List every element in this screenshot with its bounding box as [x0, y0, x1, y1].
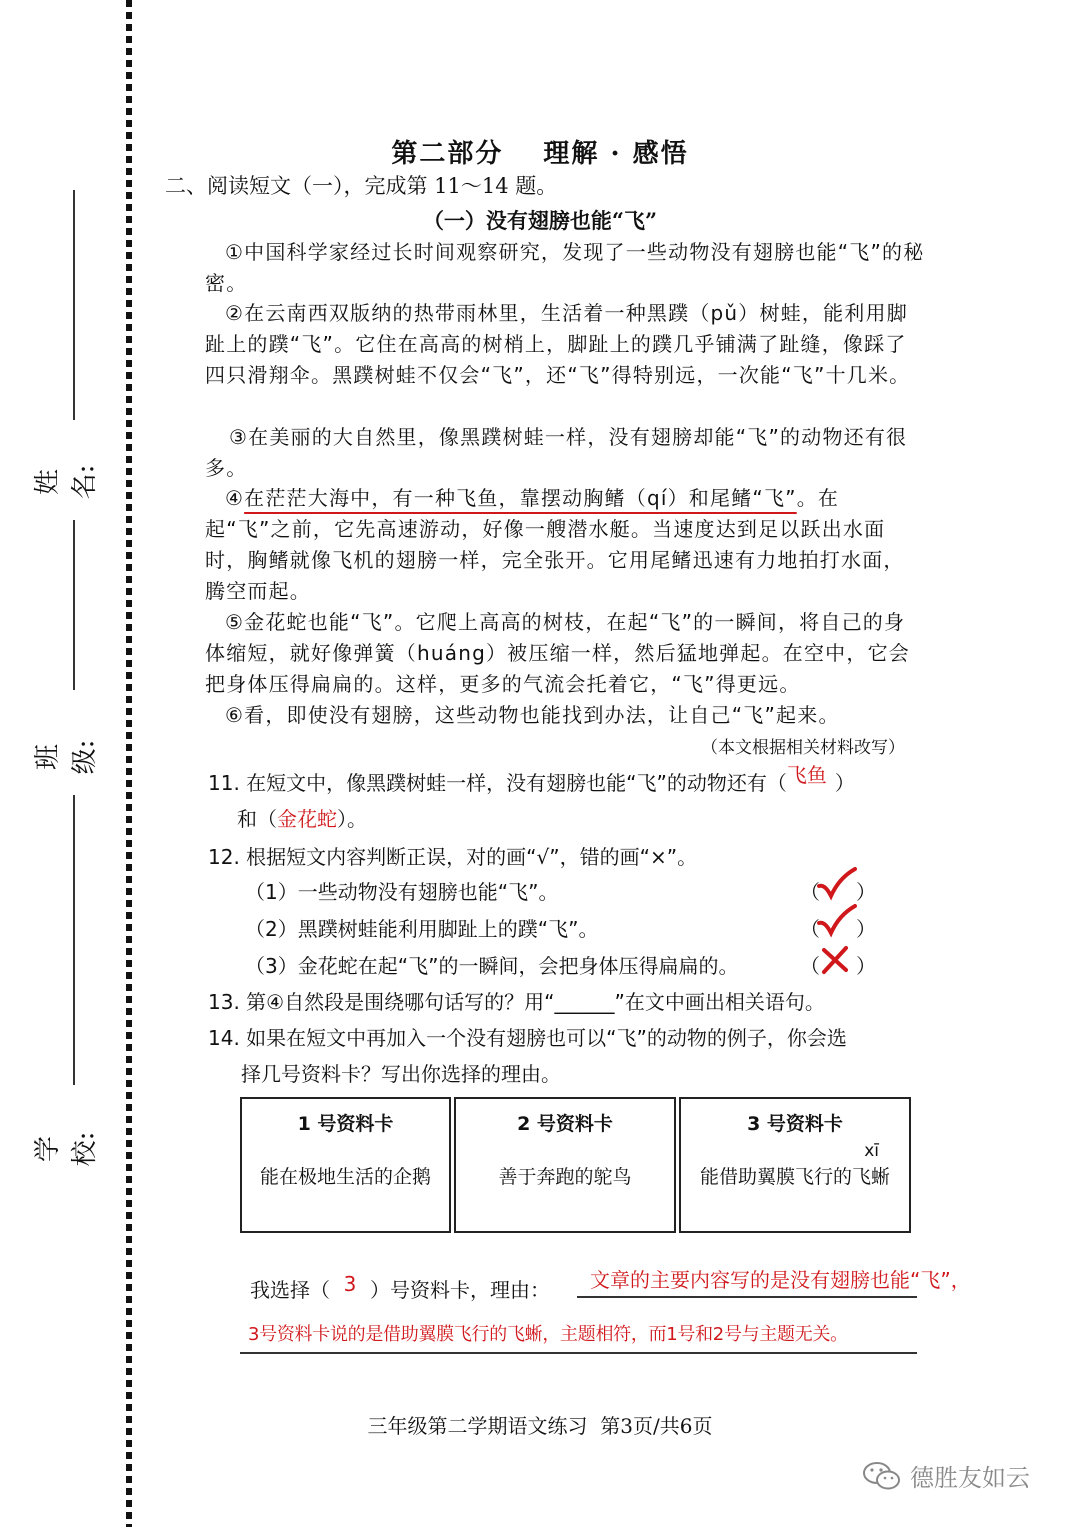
class-blank-line: [73, 520, 75, 690]
check-mark-icon: [815, 903, 859, 939]
info-card-1: [240, 1097, 451, 1233]
part-title-b: 理解 · 感悟: [543, 139, 689, 169]
article-source: （本文根据相关材料改写）: [701, 738, 905, 758]
school-label: 学校:: [33, 1131, 100, 1167]
paren-open: （: [800, 880, 820, 904]
q11-answer1: 飞鱼: [786, 763, 827, 787]
part-title-a: 第二部分: [391, 139, 504, 169]
card-title: 3 号资料卡: [747, 1113, 843, 1135]
q12-item-2: [245, 913, 598, 942]
cross-mark-icon: [818, 944, 852, 976]
name-label: 姓名:: [33, 464, 100, 500]
check-mark-icon: [815, 866, 859, 902]
q11-line2: [237, 803, 367, 832]
p4-number: ④: [225, 486, 245, 510]
p4-rest: 。在起“飞”之前，它先高速游动，好像一艘潜水艇。当速度达到足以跃出水面时，胸鳍就像飞机的翅膀一样，完全张开。它用尾鳍迅速有力地拍打水面，腾空而起。: [205, 486, 905, 603]
q11-line1: [208, 763, 855, 796]
answer-choose: [250, 1274, 550, 1303]
page-footer: 三年级第二学期语文练习 第3页/共6页: [367, 1414, 713, 1438]
card-body: 能借助翼膜飞行的飞蜥: [699, 1166, 890, 1188]
reason-line-2: 3号资料卡说的是借助翼膜飞行的飞蜥，主题相符，而1号和2号与主题无关。: [248, 1324, 848, 1345]
card-body: 能在极地生活的企鹅: [259, 1166, 431, 1188]
card-title: 1 号资料卡: [297, 1113, 394, 1135]
p4-underlined-sentence: 在茫茫大海中，有一种飞鱼，靠摆动胸鳍（qí）和尾鳍“飞”: [244, 486, 797, 510]
paren-close: ）: [856, 954, 876, 978]
part-title: [0, 133, 1080, 170]
article-paragraph-5: ⑤金花蛇也能“飞”。它爬上高高的树枝，在起“飞”的一瞬间，将自己的身体缩短，就好像弹簧（huáng）被压缩一样，然后猛地弹起。在空中，它会把身体压得扁扁的。这样，更多的气流会托着它，“飞”得更远。: [205, 610, 910, 696]
card-pinyin: xī: [864, 1141, 879, 1161]
q14-text-a: 14. 如果在短文中再加入一个没有翅膀也可以“飞”的动物的例子，你会选: [208, 1026, 847, 1050]
q11-text-a: 11. 在短文中，像黑蹼树蛙一样，没有翅膀也能“飞”的动物还有（: [208, 771, 787, 795]
q13-text: 13. 第④自然段是围绕哪句话写的？用“______”在文中画出相关语句。: [208, 990, 825, 1014]
paren-close: ）: [856, 880, 876, 904]
section-heading: 二、阅读短文（一），完成第 11～14 题。: [165, 174, 558, 198]
q14-text-b: 择几号资料卡？写出你选择的理由。: [241, 1062, 561, 1086]
choice-answer: 3: [343, 1272, 357, 1296]
article-paragraph-4: [205, 483, 925, 607]
q11-close2: ）。: [337, 807, 367, 831]
card-title: 2 号资料卡: [517, 1113, 613, 1135]
article-paragraph-2: ②在云南西双版纳的热带雨林里，生活着一种黑蹼（pǔ）树蛙，能利用脚趾上的蹼“飞”。它住在高高的树梢上，脚趾上的蹼几乎铺满了趾缝，像踩了四只滑翔伞。黑蹼树蛙不仅会“飞”，还“飞”得特别远，一次能“飞”十几米。: [205, 301, 911, 387]
paren-open: （: [800, 954, 820, 978]
q12-item-text: （1）一些动物没有翅膀也能“飞”。: [245, 880, 559, 904]
article-paragraph-1: ①中国科学家经过长时间观察研究，发现了一些动物没有翅膀也能“飞”的秘密。: [205, 240, 925, 295]
q11-close1: ）: [834, 771, 855, 795]
choose-text-b: ）号资料卡，理由：: [370, 1278, 550, 1302]
paren-open: （: [800, 917, 820, 941]
watermark: [862, 1458, 1030, 1493]
q12-item-text: （3）金花蛇在起“飞”的一瞬间，会把身体压得扁扁的。: [245, 954, 739, 978]
q12-item-1: [245, 876, 558, 905]
q11-answer2: 金花蛇: [277, 807, 337, 831]
article-paragraph-3: ③在美丽的大自然里，像黑蹼树蛙一样，没有翅膀却能“飞”的动物还有很多。: [205, 425, 908, 480]
paren-close: ）: [856, 917, 876, 941]
article-paragraph-6: ⑥看，即使没有翅膀，这些动物也能找到办法，让自己“飞”起来。: [225, 703, 840, 727]
info-card-2: [454, 1097, 676, 1233]
q11-text-b: 和（: [237, 807, 277, 831]
q12-item-3: [245, 950, 738, 979]
answer-underline-1: [577, 1296, 917, 1298]
wechat-icon: [862, 1460, 902, 1492]
q12-text: 12. 根据短文内容判断正误，对的画“√”，错的画“×”。: [208, 845, 698, 869]
reason-line-1: 文章的主要内容写的是没有翅膀也能“飞”，: [590, 1268, 971, 1292]
info-card-3: [679, 1097, 911, 1233]
class-label: 班级:: [33, 739, 100, 775]
answer-underline-2: [240, 1352, 917, 1354]
q12-item-text: （2）黑蹼树蛙能利用脚趾上的蹼“飞”。: [245, 917, 599, 941]
watermark-text: 德胜友如云: [910, 1464, 1030, 1492]
school-blank-line: [73, 795, 75, 1085]
card-body: 善于奔跑的鸵鸟: [498, 1166, 632, 1188]
choose-text-a: 我选择（: [250, 1278, 330, 1302]
article-title: （一）没有翅膀也能“飞”: [422, 208, 658, 233]
